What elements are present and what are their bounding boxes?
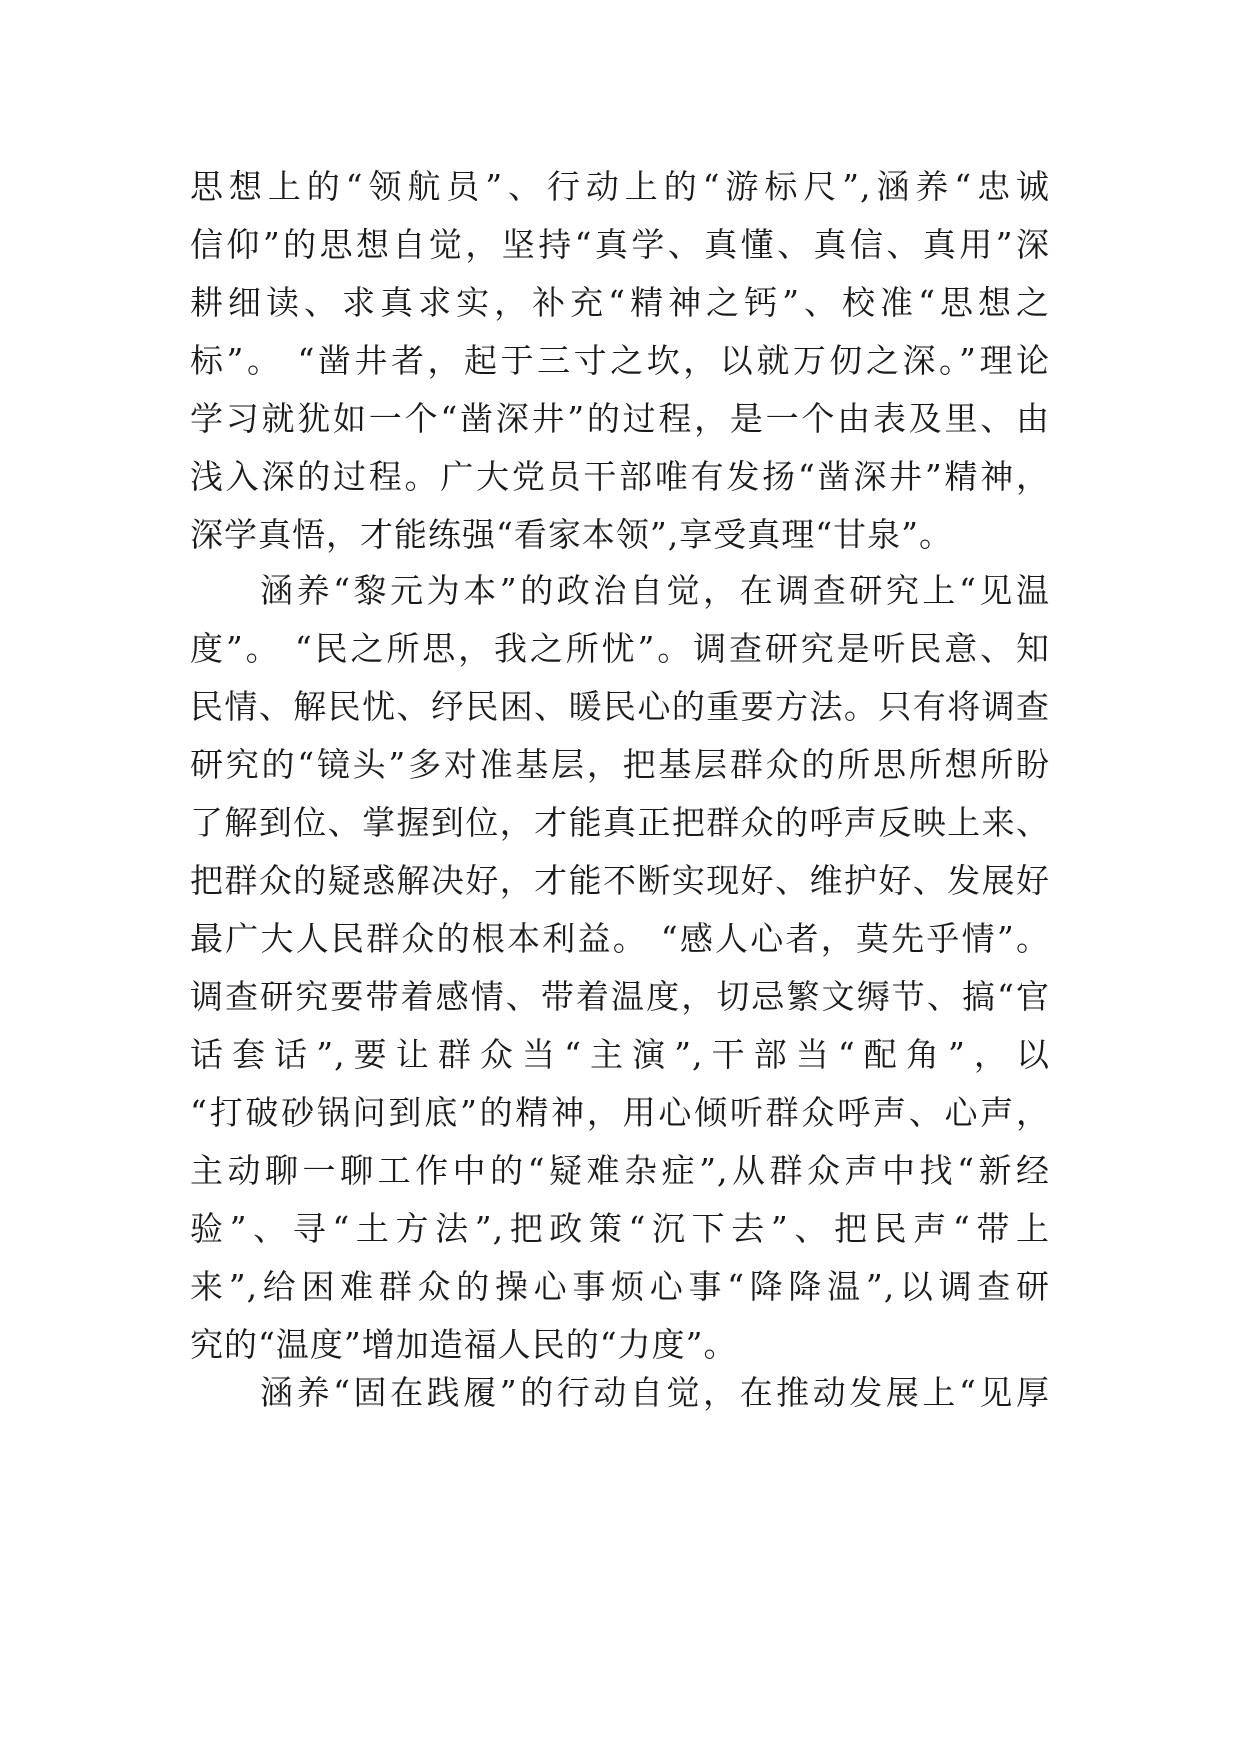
paragraph-line: 验”、寻“土方法”,把政策“沉下去”、把民声“带上 (190, 1209, 1050, 1248)
paragraph-line: 标”。 “凿井者，起于三寸之坎，以就万仞之深。”理论 (190, 341, 1050, 380)
paragraph-promoting-development (190, 1364, 1050, 1422)
paragraph-line: 浅入深的过程。广大党员干部唯有发扬“凿深井”精神， (190, 457, 1050, 496)
paragraph-line: 民情、解民忧、纾民困、暖民心的重要方法。只有将调查 (190, 687, 1050, 726)
paragraph-line: 研究的“镜头”多对准基层，把基层群众的所思所想所盼 (190, 745, 1050, 784)
paragraph-investigation-research (190, 562, 1050, 1374)
paragraph-line: 深学真悟，才能练强“看家本领”,享受真理“甘泉”。 (190, 515, 953, 554)
paragraph-line: 究的“温度”增加造福人民的“力度”。 (190, 1325, 738, 1364)
paragraph-line: 调查研究要带着感情、带着温度，切忌繁文缛节、搞“官 (190, 977, 1050, 1016)
paragraph-line: 度”。 “民之所思，我之所忧”。调查研究是听民意、知 (190, 629, 1050, 668)
paragraph-line: 话套话”,要让群众当“主演”,干部当“配角”，以 (190, 1035, 1050, 1074)
paragraph-line: “打破砂锅问到底”的精神，用心倾听群众呼声、心声， (190, 1093, 1050, 1132)
paragraph-line: 涵养“黎元为本”的政治自觉，在调查研究上“见温 (260, 571, 1050, 610)
paragraph-line: 耕细读、求真求实，补充“精神之钙”、校准“思想之 (190, 283, 1050, 322)
paragraph-line: 了解到位、掌握到位，才能真正把群众的呼声反映上来、 (190, 803, 1050, 842)
paragraph-line: 思想上的“领航员”、行动上的“游标尺”,涵养“忠诚 (190, 167, 1050, 206)
paragraph-line: 把群众的疑惑解决好，才能不断实现好、维护好、发展好 (190, 861, 1050, 900)
paragraph-line: 学习就犹如一个“凿深井”的过程，是一个由表及里、由 (190, 399, 1050, 438)
paragraph-line: 涵养“固在践履”的行动自觉，在推动发展上“见厚 (260, 1373, 1050, 1412)
paragraph-line: 最广大人民群众的根本利益。 “感人心者，莫先乎情”。 (190, 919, 1050, 958)
paragraph-line: 信仰”的思想自觉，坚持“真学、真懂、真信、真用”深 (190, 225, 1050, 264)
paragraph-line: 来”,给困难群众的操心事烦心事“降降温”,以调查研 (190, 1267, 1050, 1306)
paragraph-continued-theory-study (190, 158, 1050, 564)
paragraph-line: 主动聊一聊工作中的“疑难杂症”,从群众声中找“新经 (190, 1151, 1050, 1190)
